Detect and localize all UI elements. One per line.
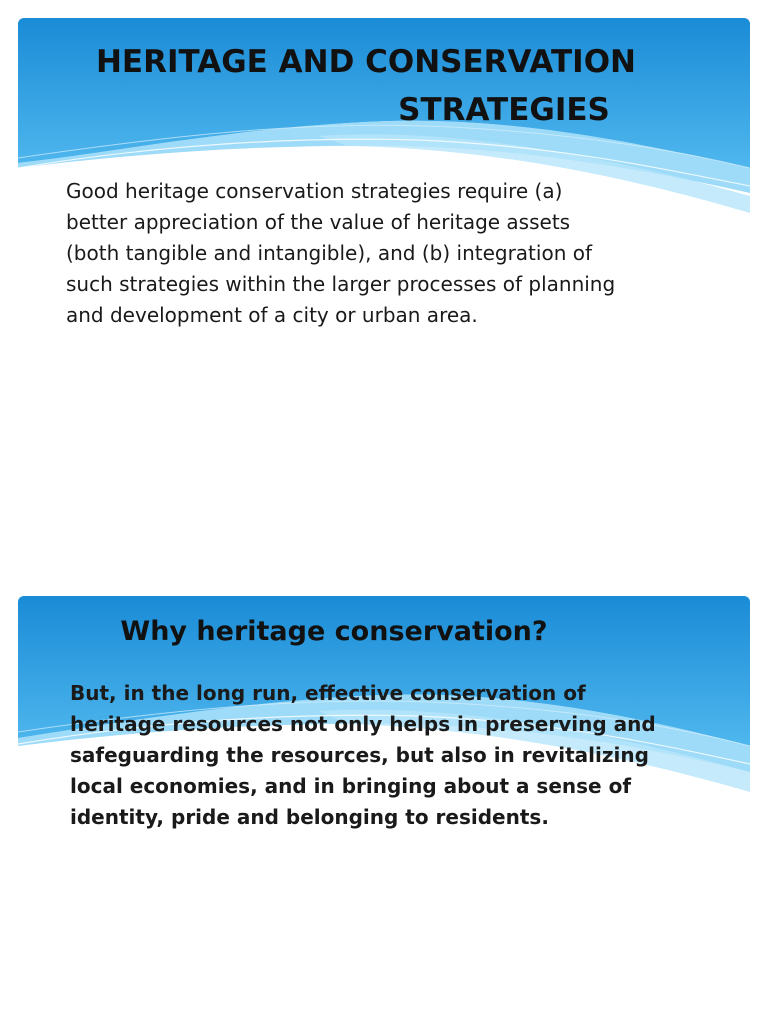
slide-2-body-text: But, in the long run, effective conservation of heritage resources not only helps in preserving and safeguarding the resources, but also in revitalizing local economies, and in bringing about a sense of identity, pride and belonging to residents. [70, 681, 656, 829]
slide-1-title-line-2: STRATEGIES [398, 92, 610, 128]
slide-1-body-text: Good heritage conservation strategies require (a) better appreciation of the value of heritage assets (both tangible and intangible), and (b) integration of such strategies within the larger processes of planning and development of a city or urban area. [66, 179, 616, 327]
slide-2 [18, 596, 750, 1006]
slide-1 [18, 18, 750, 558]
slide-2-title: Why heritage conservation? [120, 616, 548, 647]
slide-1-title [18, 38, 750, 134]
slide-1-title-line-1: HERITAGE AND CONSERVATION [95, 44, 636, 80]
